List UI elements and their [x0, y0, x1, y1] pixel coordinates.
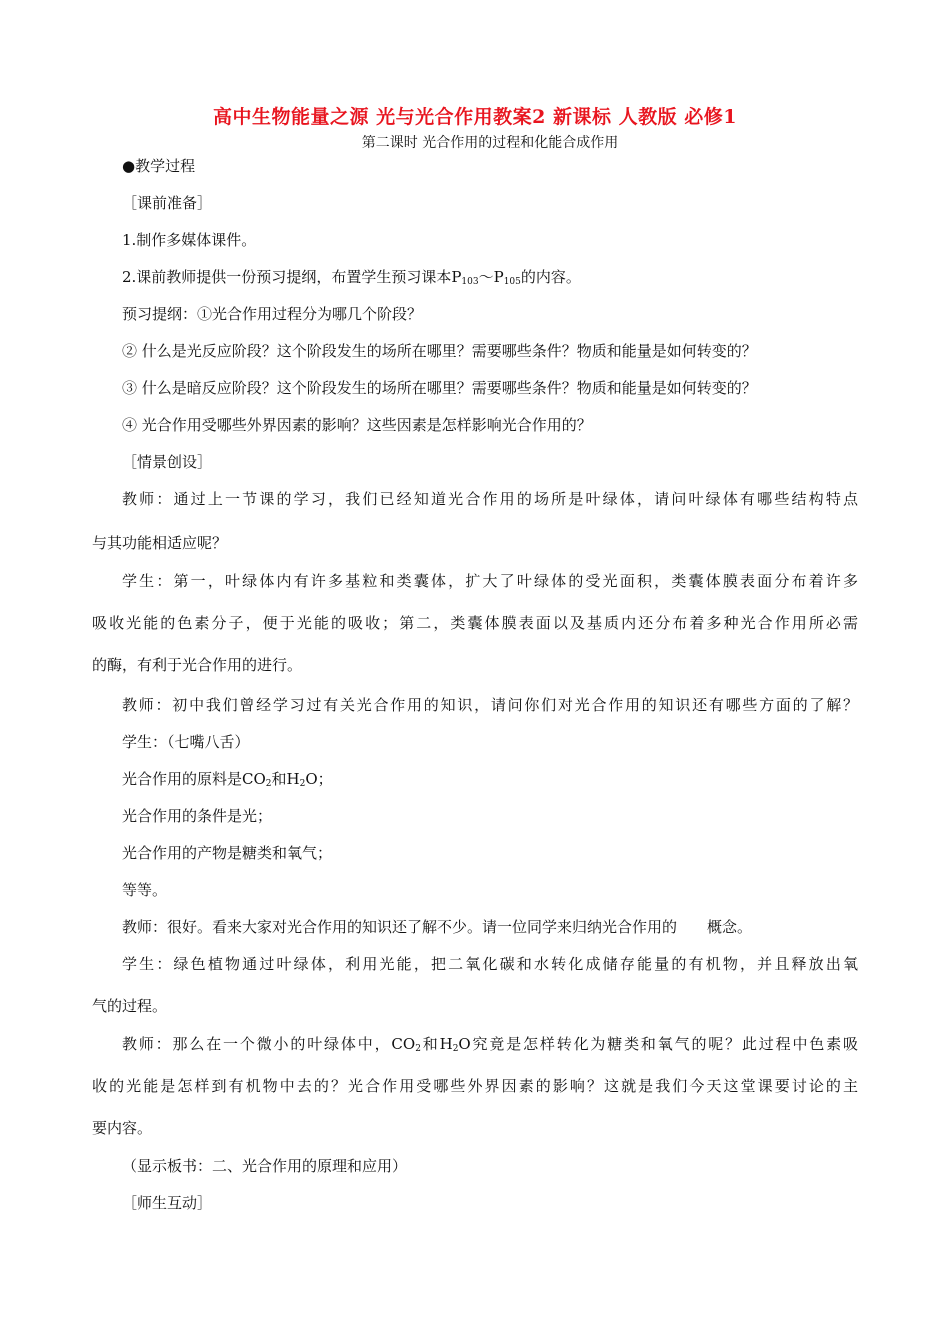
section-scenario: ［情景创设］: [122, 453, 213, 471]
teacher-line-4a: [122, 1033, 858, 1054]
page-start-subscript: 103: [461, 277, 479, 287]
prep-item-2: [122, 266, 581, 287]
prep-item-2-text-a: 2.课前教师提供一份预习提纲，布置学生预习课本P: [122, 268, 462, 286]
prep-item-2-text-c: 的内容。: [520, 268, 581, 286]
co2-subscript: 2: [265, 779, 272, 789]
outline-item-2: ② 什么是光反应阶段？这个阶段发生的场所在哪里？需要哪些条件？物质和能量是如何转变的？: [122, 342, 757, 360]
teacher-line-4c: 要内容。: [92, 1119, 153, 1137]
student-line-2: 学生：（七嘴八舌）: [122, 733, 250, 751]
section-interaction: ［师生互动］: [122, 1194, 213, 1212]
condition-line: 光合作用的条件是光；: [122, 807, 273, 825]
document-title: 高中生物能量之源 光与光合作用教案2 新课标 人教版 必修1: [213, 106, 737, 128]
raw-materials-line: [122, 768, 333, 789]
prep-item-2-text-b: ～P: [478, 268, 504, 286]
outline-item-3: ③ 什么是暗反应阶段？这个阶段发生的场所在哪里？需要哪些条件？物质和能量是如何转变的？: [122, 379, 757, 397]
outline-item-4: ④ 光合作用受哪些外界因素的影响？这些因素是怎样影响光合作用的？: [122, 416, 592, 434]
student-line-3b: 气的过程。: [92, 997, 168, 1015]
teacher-line-1a: 教师：通过上一节课的学习，我们已经知道光合作用的场所是叶绿体，请问叶绿体有哪些结构特点: [122, 490, 858, 508]
prep-item-1: 1.制作多媒体课件。: [122, 231, 257, 249]
raw-materials-text-a: 光合作用的原料是CO: [122, 770, 266, 788]
page-end-subscript: 105: [503, 277, 521, 287]
teacher-line-4a-text-c: O究竟是怎样转化为糖类和氧气的呢？此过程中色素吸: [458, 1035, 858, 1053]
teacher-line-3: 教师：很好。看来大家对光合作用的知识还了解不少。请一位同学来归纳光合作用的 概念。: [122, 918, 753, 936]
document-subtitle: 第二课时 光合作用的过程和化能合成作用: [361, 135, 619, 151]
teacher-line-4b: 收的光能是怎样到有机物中去的？光合作用受哪些外界因素的影响？这就是我们今天这堂课要讨论的主: [92, 1077, 858, 1095]
teacher-line-4a-text-b: 和H: [420, 1035, 453, 1053]
outline-intro: 预习提纲：①光合作用过程分为哪几个阶段？: [122, 305, 423, 323]
teacher-line-2: 教师：初中我们曾经学习过有关光合作用的知识，请问你们对光合作用的知识还有哪些方面的了解？: [122, 696, 858, 714]
student-line-1a: 学生：第一，叶绿体内有许多基粒和类囊体，扩大了叶绿体的受光面积，类囊体膜表面分布着许多: [122, 572, 858, 590]
section-preparation: ［课前准备］: [122, 194, 213, 212]
board-note: （显示板书：二、光合作用的原理和应用）: [122, 1157, 408, 1175]
teacher-line-1b: 与其功能相适应呢？: [92, 534, 228, 552]
h2o-subscript-2: 2: [452, 1044, 459, 1054]
product-line: 光合作用的产物是糖类和氧气；: [122, 844, 333, 862]
co2-subscript-2: 2: [415, 1044, 421, 1054]
section-teaching-process: ●教学过程: [122, 157, 196, 175]
raw-materials-text-b: 和H: [271, 770, 300, 788]
raw-materials-text-c: O；: [305, 770, 333, 788]
student-line-3a: 学生：绿色植物通过叶绿体，利用光能，把二氧化碳和水转化成储存能量的有机物，并且释放出氧: [122, 955, 858, 973]
student-line-1c: 的酶，有利于光合作用的进行。: [92, 656, 303, 674]
h2o-subscript: 2: [299, 779, 306, 789]
teacher-line-4a-text-a: 教师：那么在一个微小的叶绿体中，CO: [122, 1035, 416, 1053]
etc-line: 等等。: [122, 881, 168, 899]
student-line-1b: 吸收光能的色素分子，便于光能的吸收；第二，类囊体膜表面以及基质内还分布着多种光合作用所必需: [92, 614, 858, 632]
